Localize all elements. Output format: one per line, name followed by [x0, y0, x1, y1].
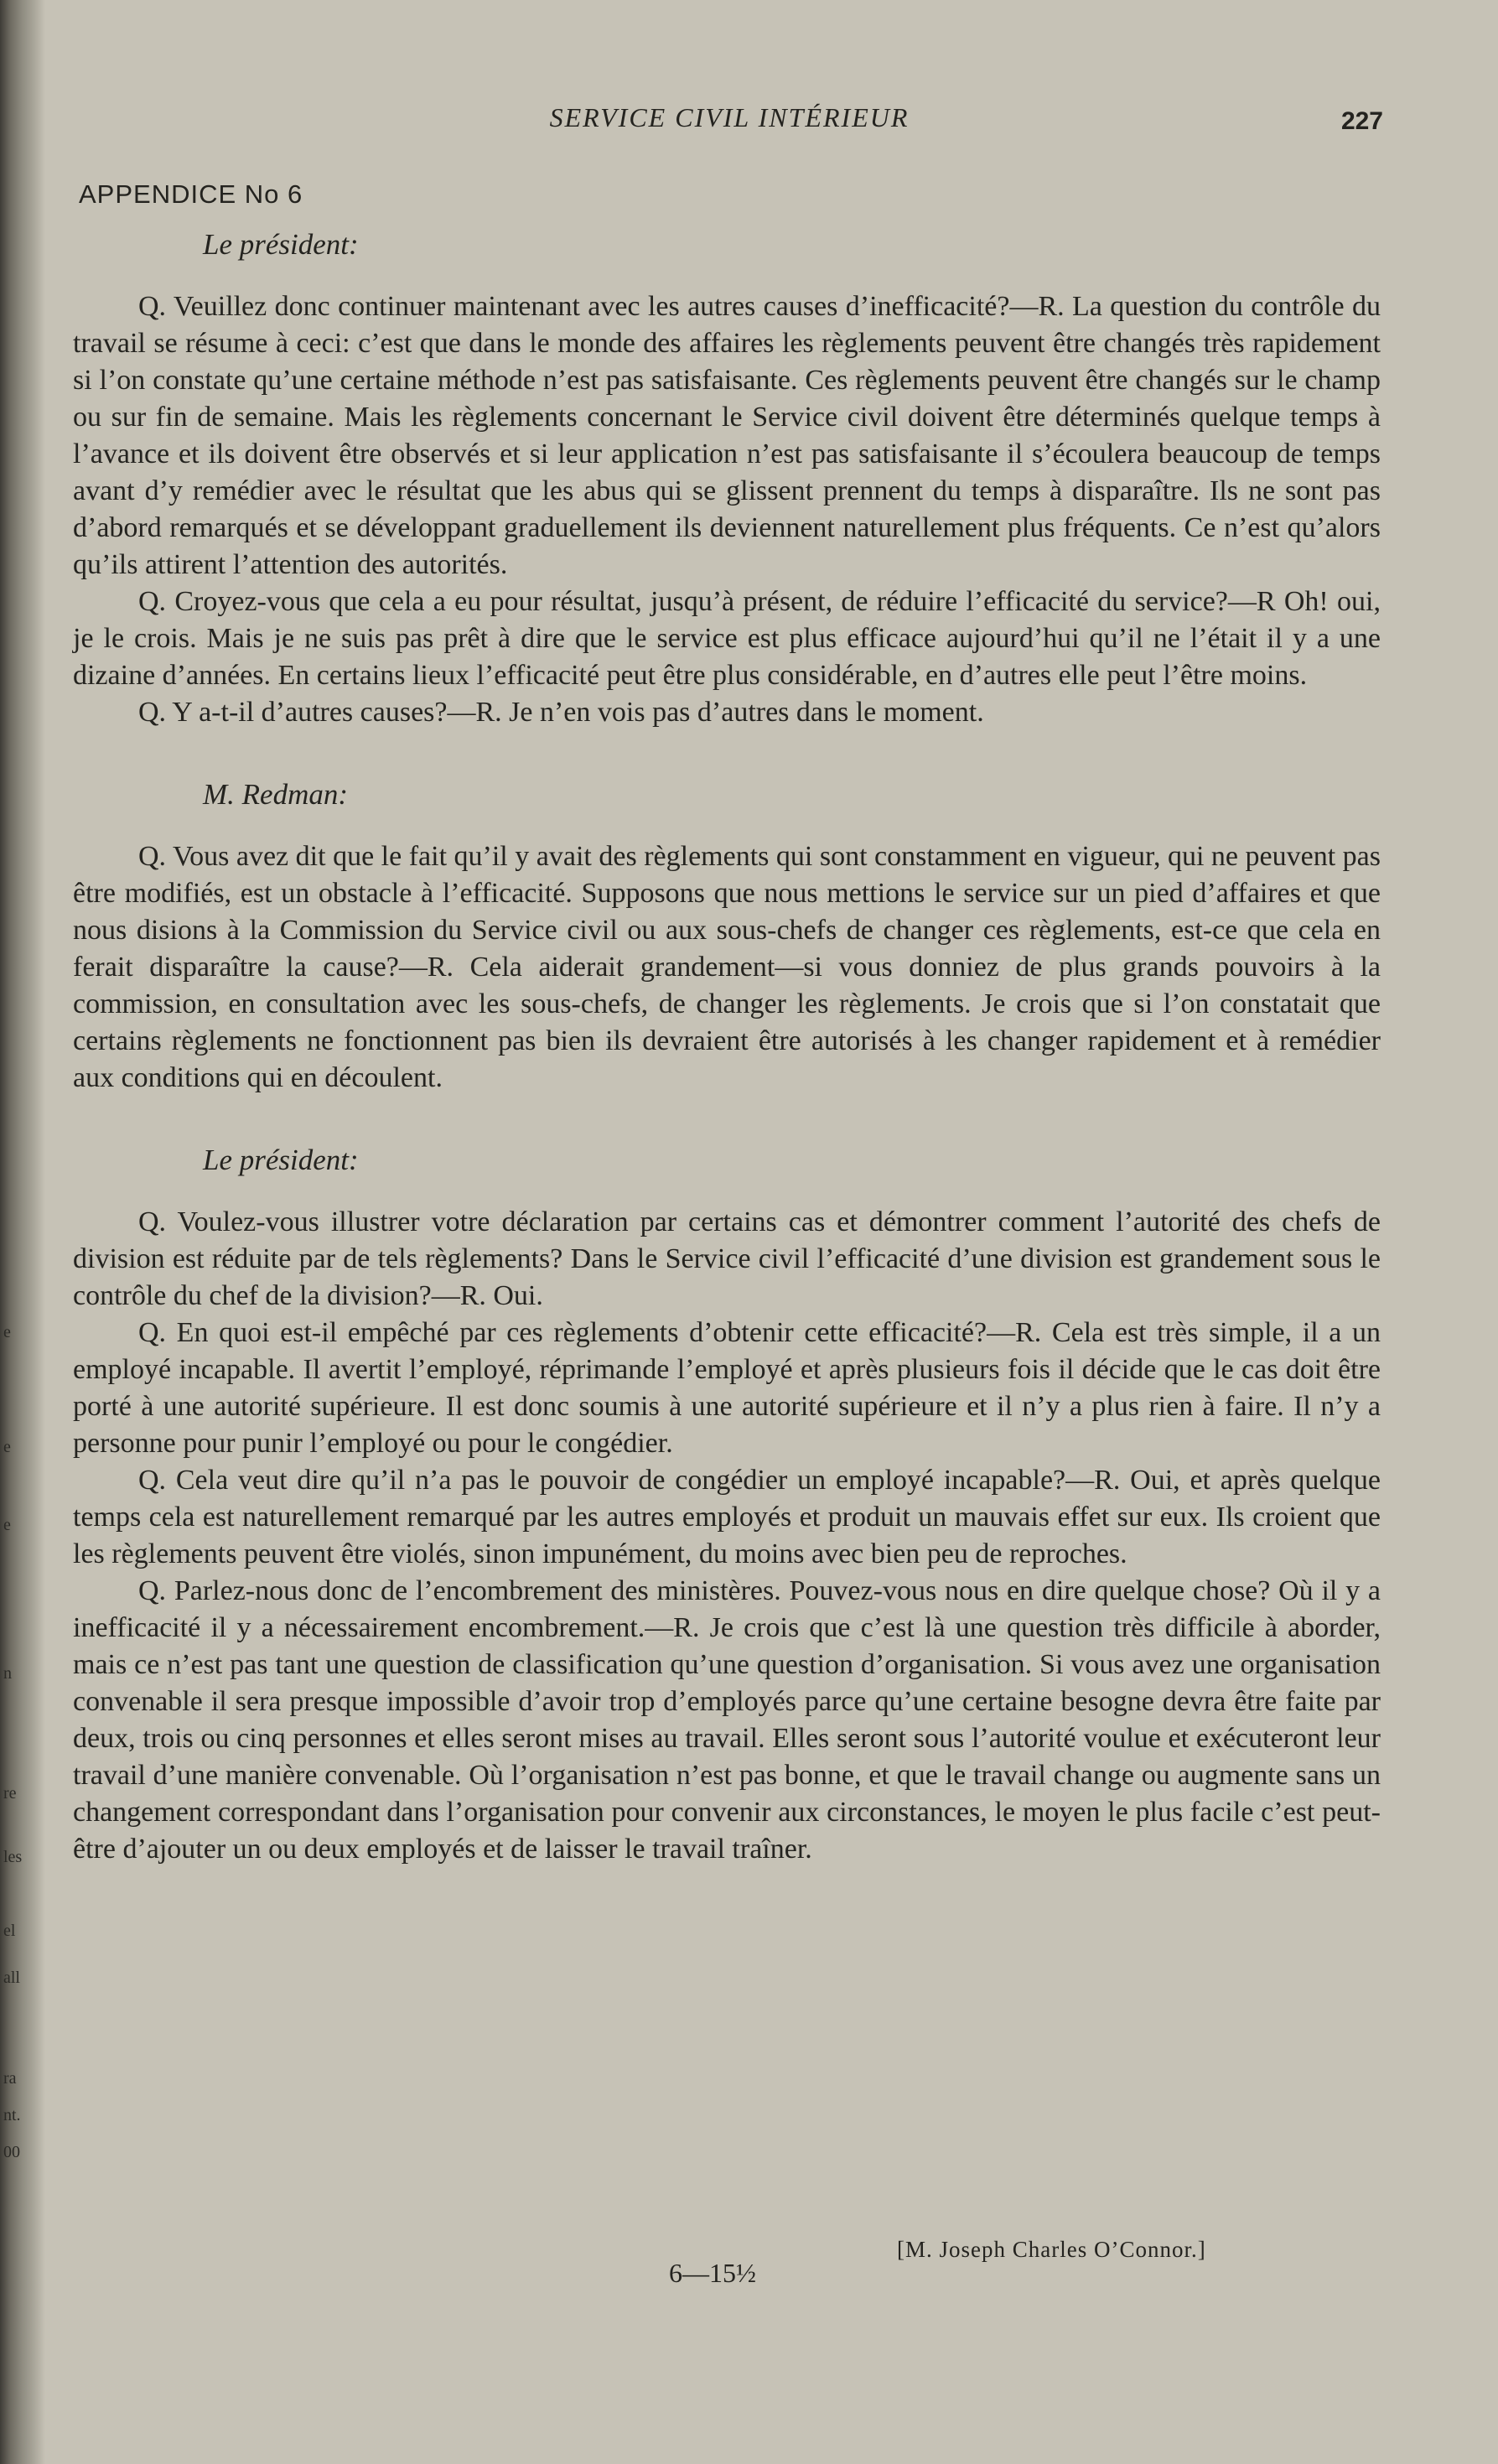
speaker-heading: Le président:	[203, 228, 359, 261]
page-header	[75, 102, 1383, 143]
spine-mark: e	[3, 1438, 11, 1456]
testimony-section	[73, 776, 1381, 1097]
appendix-label: APPENDICE No 6	[79, 179, 303, 209]
witness-attribution: [M. Joseph Charles O’Connor.]	[897, 2237, 1206, 2262]
testimony-paragraph: Q. Voulez-vous illustrer votre déclaration par certains cas et démontrer comment l’autorité des chefs de division est réduite par de tels règlements? Dans le Service civil l’efficacité d’une division est grandement sous le contrôle du chef de la division?—R. Oui.	[73, 1206, 1381, 1311]
running-title: SERVICE CIVIL INTÉRIEUR	[549, 102, 910, 132]
page-number: 227	[1340, 107, 1383, 135]
testimony-paragraph: Q. Parlez-nous donc de l’encombrement des ministères. Pouvez-vous nous en dire quelque chose? Où il y a inefficacité il y a nécessairement encombrement.—R. Je crois que c’est là une question très difficile à aborder, mais ce n’est pas tant une question de classification qu’une question d’organisation. Si vous avez une organisation convenable il sera presque impossible d’avoir trop d’employés parce qu’une certaine besogne devra être faite par deux, trois ou cinq personnes et elles seront mises au travail. Elles seront sous l’autorité voulue et exécuteront leur travail d’une manière convenable. Où l’organisation n’est pas bonne, et que le travail change ou augmente sans un changement correspondant dans l’organisation pour convenir aux circonstances, le moyen le plus facile c’est peut-être d’ajouter un ou deux employés et de laisser le travail traîner.	[73, 1575, 1381, 1865]
document-body	[73, 226, 1381, 1913]
sheet-signature: 6—15½	[669, 2258, 756, 2288]
testimony-section	[73, 226, 1381, 731]
spine-mark: el	[3, 1922, 16, 1940]
speaker-heading: Le président:	[203, 1144, 359, 1176]
spine-mark: all	[3, 1969, 20, 1987]
spine-mark: les	[3, 1848, 23, 1866]
spine-mark: n	[3, 1664, 12, 1683]
spine-mark: ra	[3, 2069, 17, 2088]
testimony-paragraph: Q. En quoi est-il empêché par ces règlements d’obtenir cette efficacité?—R. Cela est très simple, il a un employé incapable. Il avertit l’employé, réprimande l’employé et après plusieurs fois il décide que le cas doit être porté à une autorité supérieure. Il est donc soumis à une autorité supérieure et il n’y a plus rien à faire. Il n’y a personne pour punir l’employé ou pour le congédier.	[73, 1317, 1381, 1459]
testimony-paragraph: Q. Croyez-vous que cela a eu pour résultat, jusqu’à présent, de réduire l’efficacité du service?—R Oh! oui, je le crois. Mais je ne suis pas prêt à dire que le service est plus efficace aujourd’hui qu’il ne l’était il y a une dizaine d’années. En certains lieux l’efficacité peut être plus considérable, en d’autres elle peut l’être moins.	[73, 586, 1381, 691]
spine-mark: nt.	[3, 2106, 21, 2124]
spine-mark: 00	[3, 2143, 20, 2161]
speaker-heading: M. Redman:	[203, 778, 349, 811]
testimony-paragraph: Q. Vous avez dit que le fait qu’il y avait des règlements qui sont constamment en vigueur, qui ne peuvent pas être modifiés, est un obstacle à l’efficacité. Supposons que nous mettions le service sur un pied d’affaires et que nous disions à la Commission du Service civil ou aux sous-chefs de changer ces règlements, est-ce que cela en ferait disparaître la cause?—R. Cela aiderait grandement—si vous donniez de plus grands pouvoirs à la commission, en consultation avec les sous-chefs, de changer les règlements. Je crois que si l’on constatait que certains règlements ne fonctionnent pas bien ils devraient être autorisés à les changer rapidement et à remédier aux conditions qui en découlent.	[73, 841, 1381, 1093]
testimony-paragraph: Q. Veuillez donc continuer maintenant avec les autres causes d’inefficacité?—R. La question du contrôle du travail se résume à ceci: c’est que dans le monde des affaires les règlements peuvent être changés très rapidement si l’on constate qu’une certaine méthode n’est pas satisfaisante. Ces règlements peuvent être changés sur le champ ou sur fin de semaine. Mais les règlements concernant le Service civil doivent être déterminés quelque temps à l’avance et ils doivent être observés et si leur application n’est pas satisfaisante il s’écoulera beaucoup de temps avant d’y remédier avec le résultat que les abus qui se glissent prennent du temps à disparaître. Ils ne sont pas d’abord remarqués et se développant graduellement ils deviennent naturellement plus fréquents. Ce n’est qu’alors qu’ils attirent l’attention des autorités.	[73, 291, 1381, 580]
binding-edge	[0, 0, 45, 2464]
testimony-paragraph: Q. Y a-t-il d’autres causes?—R. Je n’en vois pas d’autres dans le moment.	[138, 697, 984, 728]
spine-mark: e	[3, 1323, 11, 1341]
spine-mark: e	[3, 1516, 11, 1534]
spine-mark: re	[3, 1784, 17, 1803]
testimony-paragraph: Q. Cela veut dire qu’il n’a pas le pouvoir de congédier un employé incapable?—R. Oui, et après quelque temps cela est naturellement remarqué par les autres employés et produit un mauvais effet sur eux. Ils croient que les règlements peuvent être violés, sinon impunément, du moins avec bien peu de reproches.	[73, 1465, 1381, 1569]
testimony-section	[73, 1142, 1381, 1868]
